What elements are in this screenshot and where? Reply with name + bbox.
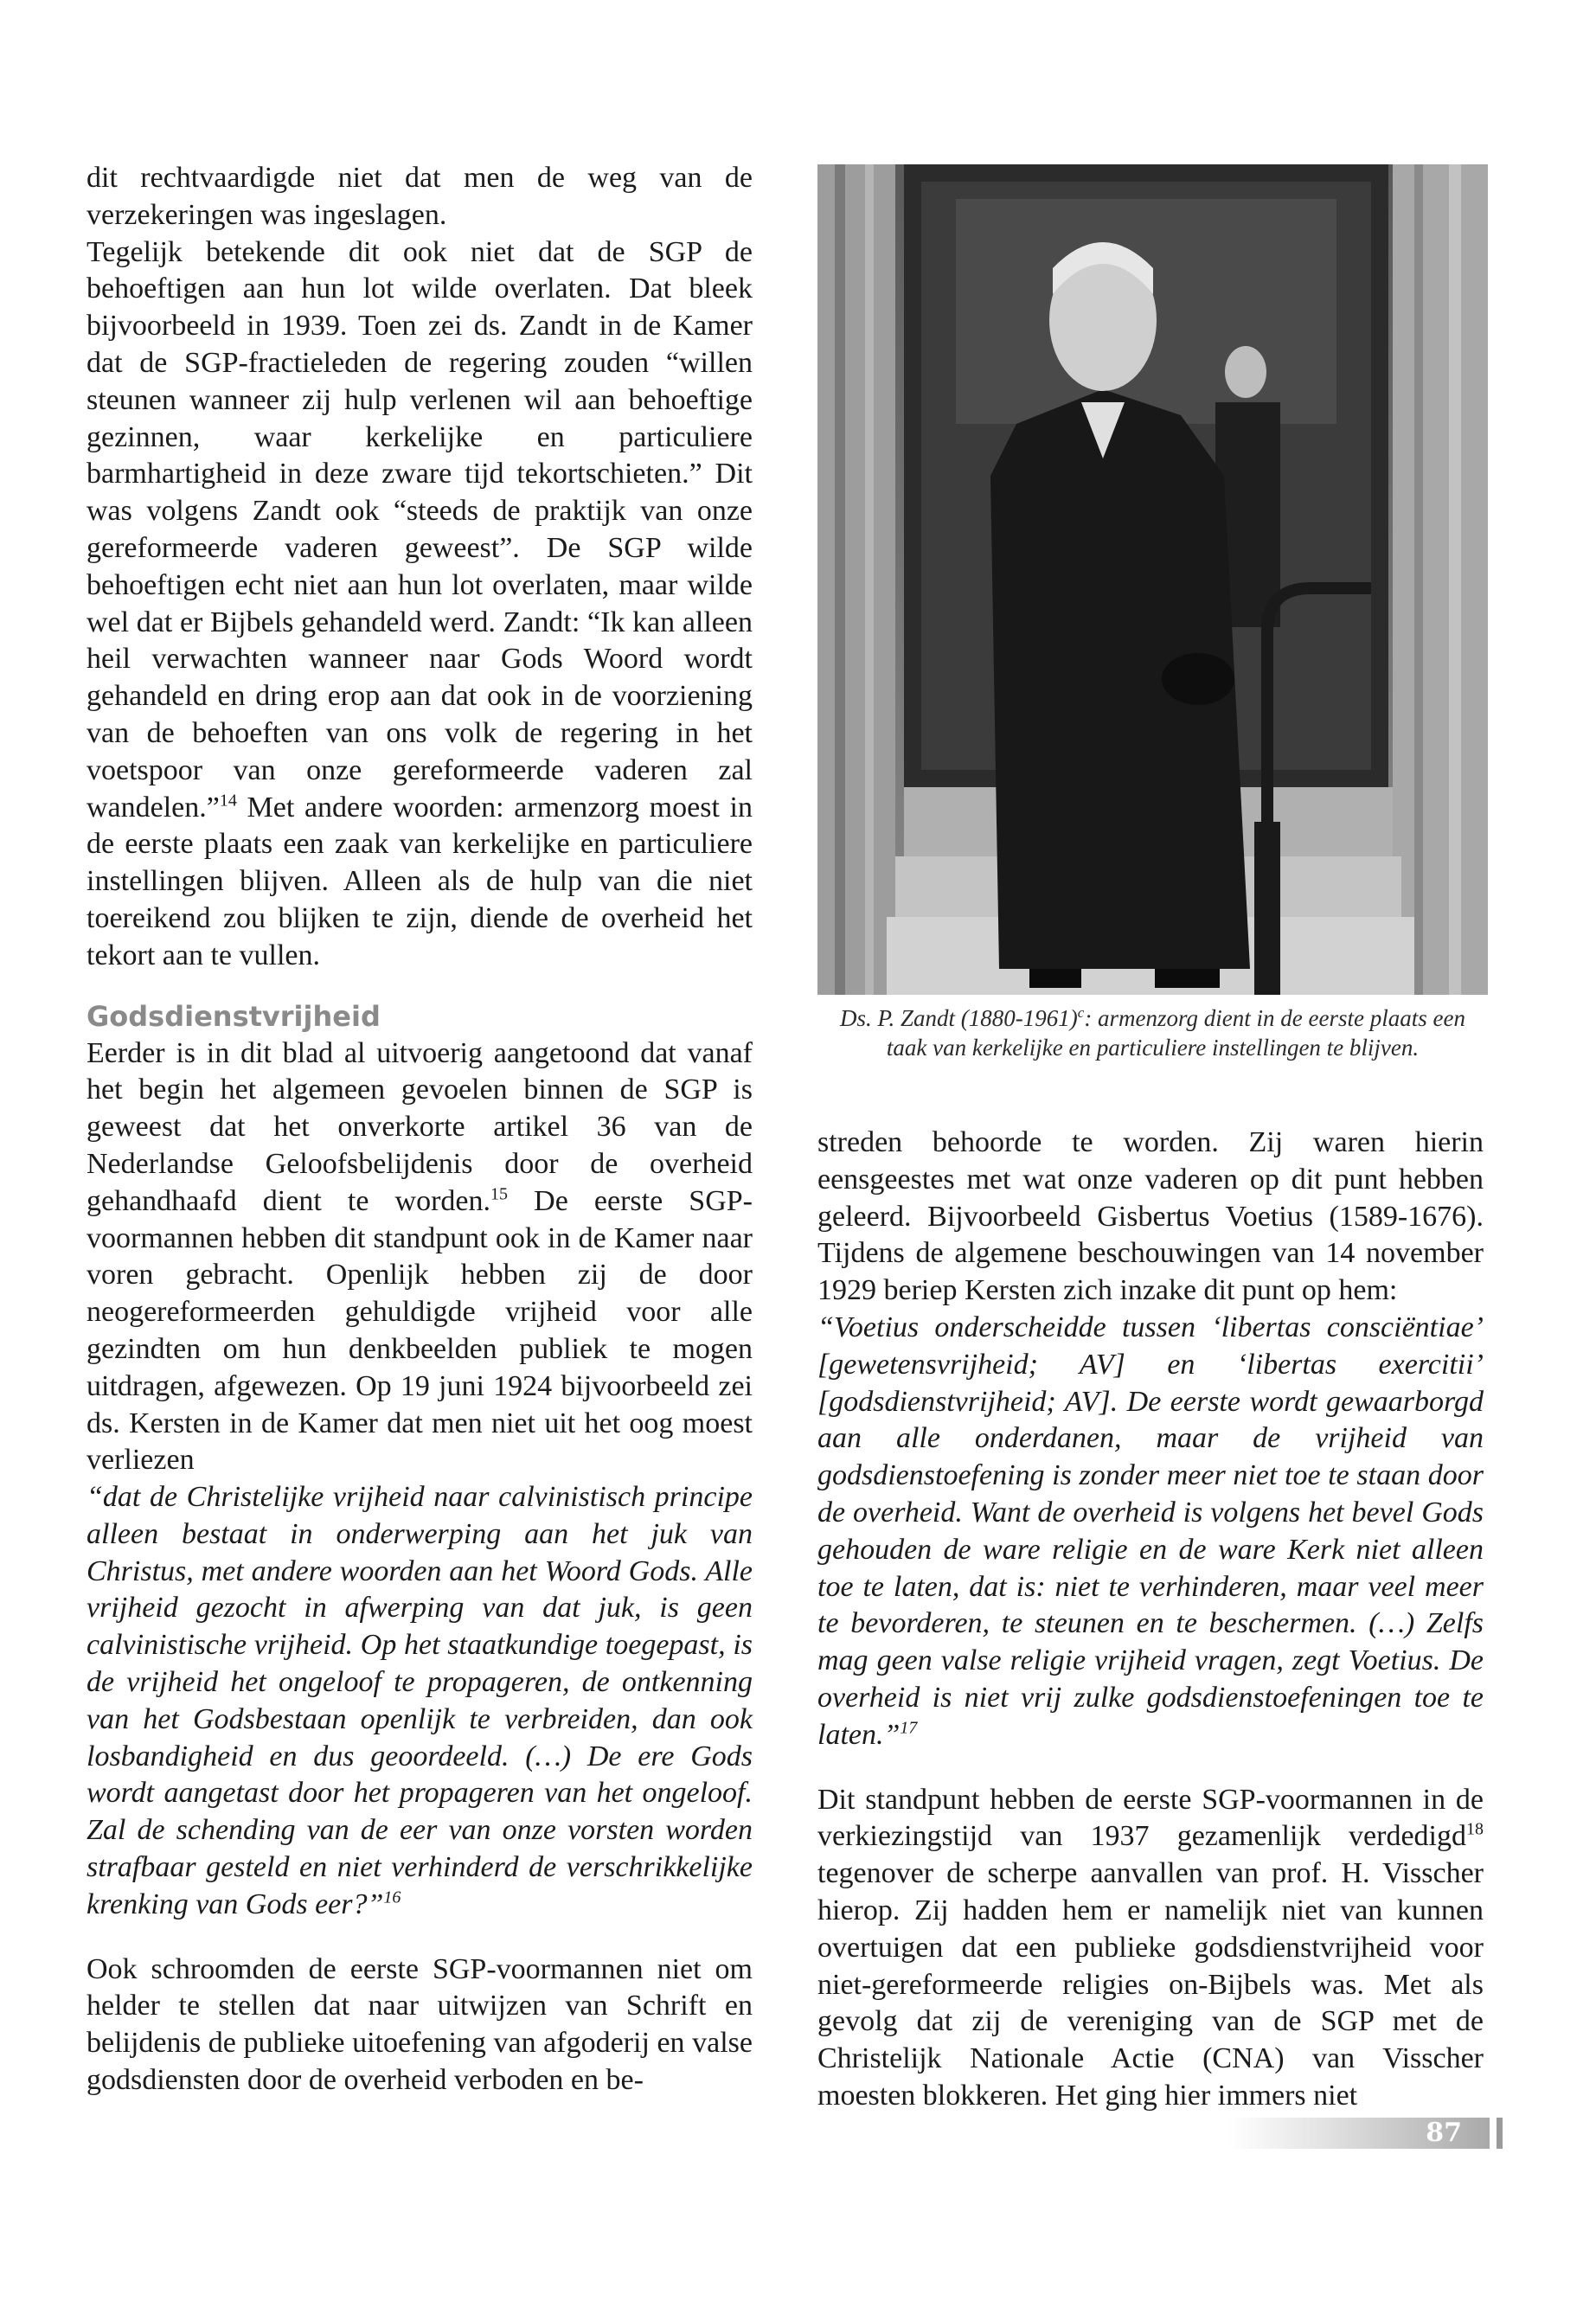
caption-text: Ds. P. Zandt (1880-1961): [840, 1005, 1078, 1031]
footnote-ref: 17: [900, 1718, 918, 1738]
block-quote: [817, 1310, 1484, 1754]
quote-text: “dat de Christelijke vrijheid naar calvinistisch principe alleen bestaat in onderwerping aan het juk van Christus, met andere woorden aan het Woord Gods. Alle vrijheid gezocht in afwerping van dat juk, is geen calvinistische vrijheid. Op het staatkundige toegepast, is de vrijheid het ongeloof te propageren, de ontkenning van het Godsbestaan openlijk te verbreiden, dan ook losbandigheid en dus geoordeeld. (…) De ere Gods wordt aangetast door het propageren van het ongeloof. Zal de schending van de eer van onze vorsten worden strafbaar gesteld en niet verhinderd de verschrikkelijke krenking van Gods eer?”: [87, 1481, 753, 1920]
paragraph-text: De eerste SGP-voormannen hebben dit standpunt ook in de Kamer naar voren gebracht. Openlijk hebben zij de door neogereformeerden gehuldigde vrijheid voor alle gezindten om hun denkbeelden publiek te mogen uitdragen, afgewezen. Op 19 juni 1924 bijvoorbeeld zei ds. Kersten in de Kamer dat men niet uit het oog moest verliezen: [87, 1184, 753, 1477]
footnote-ref: 15: [490, 1184, 509, 1204]
paragraph: [87, 234, 753, 975]
paragraph: [817, 1782, 1484, 2115]
photo-caption: [817, 1003, 1488, 1062]
paragraph: [87, 1035, 753, 1480]
page-number-strip: [1228, 2118, 1490, 2149]
left-pillar: [817, 164, 895, 995]
footnote-ref: 16: [383, 1888, 401, 1907]
footnote-ref: 18: [1466, 1820, 1484, 1840]
left-column: [87, 160, 753, 2099]
right-column: [817, 1125, 1484, 2115]
section-heading: Godsdienstvrijheid: [87, 999, 381, 1033]
paragraph-text: Met andere woorden: armenzorg moest in de eerste plaats een zaak van kerkelijke en particuliere instellingen blijven. Alleen als de hulp van die niet toereikend zou blijken te zijn, diende de overheid het tekort aan te vullen.: [87, 791, 753, 971]
footnote-ref: 14: [219, 791, 237, 811]
second-man-head: [1225, 346, 1266, 398]
paragraph-text: Eerder is in dit blad al uitvoerig aangetoond dat vanaf het begin het algemeen gevoelen binnen de SGP is geweest dat het onverkorte artikel 36 van de Nederlandse Geloofsbelijdenis door de overheid gehandhaafd dient te worden.: [87, 1036, 753, 1217]
portrait-photo: [817, 164, 1488, 995]
page-number-bar: [1497, 2118, 1503, 2149]
paragraph-text: tegenover de scherpe aanvallen van prof. H. Visscher hierop. Zij hadden hem er namelijk niet van kunnen overtuigen dat een publieke godsdienstvrijheid voor niet-gereformeerde religies on-Bijbels was. Met als gevolg dat zij de vereniging van de SGP met de Christelijk Nationale Actie (CNA) van Visscher moesten blokkeren. Het ging hier immers niet: [817, 1857, 1484, 2112]
block-quote: [87, 1479, 753, 1924]
paragraph: streden behoorde te worden. Zij waren hierin eensgeestes met wat onze vaderen op dit punt hebben geleerd. Bijvoorbeeld Gisbertus Voetius (1589-1676). Tijdens de algemene beschouwingen van 14 november 1929 beriep Kersten zich inzake dit punt op hem:: [817, 1126, 1484, 1307]
paragraph-text: Tegelijk betekende dit ook niet dat de SGP de behoeftigen aan hun lot wilde overlaten. Dat bleek bijvoorbeeld in 1939. Toen zei ds. Zandt in de Kamer dat de SGP-fractieleden de regering zouden “willen steunen wanneer zij hulp verlenen wil aan behoeftige gezinnen, waar kerkelijke en particuliere barmhartigheid in deze zware tijd tekortschieten.” Dit was volgens Zandt ook “steeds de praktijk van onze gereformeerde vaderen geweest”. De SGP wilde behoeftigen echt niet aan hun lot overlaten, maar wilde wel dat er Bijbels gehandeld werd. Zandt: “Ik kan alleen heil verwachten wanneer naar Gods Woord wordt gehandeld en dring erop aan dat ook in de voorziening van de behoeften van ons volk de regering in het voetspoor van onze gereformeerde vaderen zal wandelen.”: [87, 235, 753, 824]
paragraph-text: Dit standpunt hebben de eerste SGP-voormannen in de verkiezingstijd van 1937 gezamenlijk verdedigd: [817, 1783, 1484, 1853]
right-pillar: [1393, 164, 1488, 995]
page-number: 87: [1426, 2118, 1462, 2148]
paragraph: dit rechtvaardigde niet dat men de weg van de verzekeringen was ingeslagen.: [87, 162, 753, 231]
caption-text: : armenzorg dient in de eerste plaats een taak van kerkelijke en particuliere instellingen te blijven.: [886, 1005, 1465, 1061]
hat-in-hand: [1162, 653, 1234, 705]
footnote-ref: c: [1077, 1004, 1085, 1021]
quote-text: “Voetius onderscheidde tussen ‘libertas consciëntiae’ [gewetensvrijheid; AV] en ‘libertas exercitii’ [godsdienstvrijheid; AV]. De eerste wordt gewaarborgd aan alle onderdanen, maar de vrijheid van godsdienstoefening is zonder meer niet toe te staan door de overheid. Want de overheid is volgens het bevel Gods gehouden de ware religie en de ware Kerk niet alleen toe te laten, dat is: niet te verhinderen, maar veel meer te bevorderen, te steunen en te beschermen. (…) Zelfs mag geen valse religie vrijheid vragen, zegt Voetius. De overheid is niet vrij zulke godsdienstoefeningen toe te laten.”: [817, 1311, 1484, 1751]
paragraph: Ook schroomden de eerste SGP-voormannen niet om helder te stellen dat naar uitwijzen van Schrift en belijdenis de publieke uitoefening van afgoderij en valse godsdiensten door de overheid verboden en be-: [87, 1952, 753, 2097]
